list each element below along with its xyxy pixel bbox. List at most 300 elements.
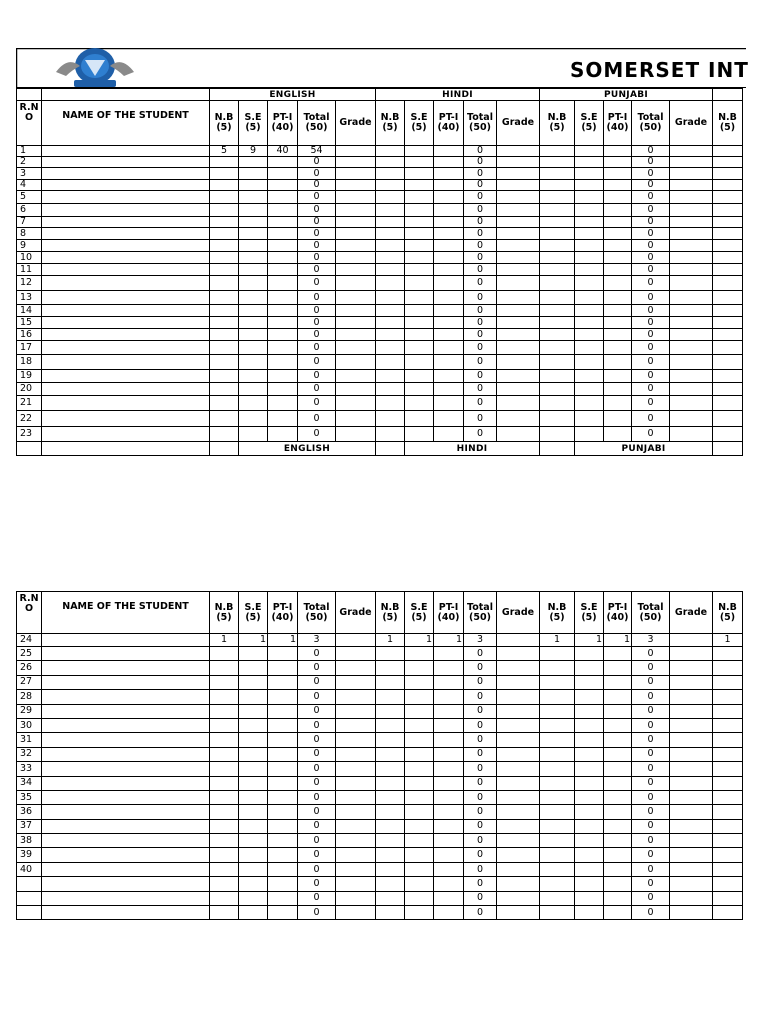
nb-cell[interactable] — [210, 341, 239, 355]
student-name-cell[interactable] — [42, 146, 210, 157]
student-name-cell[interactable] — [42, 217, 210, 228]
se-cell[interactable] — [239, 906, 268, 920]
grade-cell[interactable] — [336, 718, 376, 732]
grade-cell[interactable] — [670, 305, 713, 317]
se-cell[interactable] — [575, 411, 604, 427]
next-nb-cell[interactable] — [713, 329, 743, 341]
nb-cell[interactable] — [210, 370, 239, 383]
se-cell[interactable] — [405, 240, 434, 252]
roll-number-cell[interactable]: 20 — [17, 383, 42, 396]
pt-cell[interactable] — [604, 228, 632, 240]
student-name-cell[interactable] — [42, 661, 210, 675]
se-cell[interactable] — [405, 848, 434, 862]
grade-cell[interactable] — [336, 906, 376, 920]
grade-cell[interactable] — [497, 704, 540, 718]
nb-cell[interactable] — [540, 383, 575, 396]
pt-cell[interactable] — [268, 891, 298, 905]
pt-cell[interactable] — [434, 834, 464, 848]
roll-number-cell[interactable]: 27 — [17, 675, 42, 689]
nb-cell[interactable] — [540, 690, 575, 704]
total-cell[interactable]: 0 — [632, 906, 670, 920]
total-cell[interactable]: 0 — [632, 264, 670, 276]
grade-cell[interactable] — [497, 819, 540, 833]
pt-cell[interactable] — [604, 191, 632, 204]
pt-cell[interactable] — [604, 383, 632, 396]
pt-cell[interactable] — [268, 228, 298, 240]
grade-cell[interactable] — [336, 240, 376, 252]
next-nb-cell[interactable] — [713, 370, 743, 383]
nb-cell[interactable] — [376, 704, 405, 718]
total-cell[interactable]: 0 — [464, 704, 497, 718]
se-cell[interactable]: 1 — [239, 634, 268, 647]
nb-cell[interactable] — [540, 790, 575, 804]
total-cell[interactable]: 0 — [298, 848, 336, 862]
nb-cell[interactable] — [540, 146, 575, 157]
se-cell[interactable] — [405, 661, 434, 675]
pt-cell[interactable] — [268, 240, 298, 252]
total-cell[interactable]: 0 — [464, 204, 497, 217]
pt-cell[interactable] — [604, 718, 632, 732]
pt-cell[interactable] — [604, 805, 632, 819]
total-cell[interactable]: 0 — [632, 228, 670, 240]
nb-cell[interactable] — [210, 906, 239, 920]
se-cell[interactable] — [575, 819, 604, 833]
student-name-cell[interactable] — [42, 762, 210, 776]
pt-cell[interactable] — [604, 355, 632, 370]
total-cell[interactable]: 0 — [298, 877, 336, 891]
student-name-cell[interactable] — [42, 355, 210, 370]
se-cell[interactable] — [575, 877, 604, 891]
total-cell[interactable]: 0 — [632, 146, 670, 157]
pt-cell[interactable] — [268, 647, 298, 661]
total-cell[interactable]: 0 — [464, 891, 497, 905]
grade-cell[interactable] — [497, 690, 540, 704]
pt-cell[interactable] — [434, 819, 464, 833]
total-cell[interactable]: 0 — [298, 411, 336, 427]
next-nb-cell[interactable] — [713, 291, 743, 305]
grade-cell[interactable] — [497, 747, 540, 761]
grade-cell[interactable] — [336, 675, 376, 689]
student-name-cell[interactable] — [42, 790, 210, 804]
pt-cell[interactable] — [604, 180, 632, 191]
roll-number-cell[interactable]: 12 — [17, 276, 42, 291]
pt-cell[interactable] — [604, 862, 632, 876]
pt-cell[interactable] — [604, 661, 632, 675]
se-cell[interactable] — [239, 240, 268, 252]
se-cell[interactable] — [239, 383, 268, 396]
se-cell[interactable] — [239, 370, 268, 383]
total-cell[interactable]: 0 — [464, 383, 497, 396]
grade-cell[interactable] — [336, 819, 376, 833]
nb-cell[interactable] — [376, 370, 405, 383]
nb-cell[interactable] — [540, 906, 575, 920]
nb-cell[interactable] — [376, 396, 405, 411]
total-cell[interactable]: 0 — [464, 317, 497, 329]
grade-cell[interactable] — [670, 427, 713, 442]
pt-cell[interactable] — [604, 329, 632, 341]
nb-cell[interactable] — [210, 805, 239, 819]
nb-cell[interactable] — [540, 157, 575, 168]
pt-cell[interactable] — [434, 762, 464, 776]
grade-cell[interactable] — [670, 776, 713, 790]
pt-cell[interactable] — [434, 217, 464, 228]
nb-cell[interactable] — [376, 733, 405, 747]
pt-cell[interactable] — [604, 411, 632, 427]
total-cell[interactable]: 0 — [632, 329, 670, 341]
pt-cell[interactable] — [434, 776, 464, 790]
total-cell[interactable]: 0 — [464, 217, 497, 228]
se-cell[interactable] — [575, 690, 604, 704]
total-cell[interactable]: 0 — [464, 291, 497, 305]
grade-cell[interactable] — [336, 217, 376, 228]
se-cell[interactable] — [405, 228, 434, 240]
nb-cell[interactable] — [376, 276, 405, 291]
total-cell[interactable]: 0 — [464, 157, 497, 168]
total-cell[interactable]: 0 — [464, 252, 497, 264]
total-cell[interactable]: 0 — [464, 834, 497, 848]
roll-number-cell[interactable]: 14 — [17, 305, 42, 317]
pt-cell[interactable] — [434, 805, 464, 819]
grade-cell[interactable] — [336, 704, 376, 718]
se-cell[interactable] — [405, 168, 434, 180]
total-cell[interactable]: 0 — [298, 733, 336, 747]
total-cell[interactable]: 0 — [298, 157, 336, 168]
se-cell[interactable] — [405, 862, 434, 876]
roll-number-cell[interactable] — [17, 891, 42, 905]
pt-cell[interactable] — [434, 877, 464, 891]
pt-cell[interactable] — [604, 790, 632, 804]
grade-cell[interactable] — [336, 834, 376, 848]
pt-cell[interactable] — [604, 906, 632, 920]
se-cell[interactable] — [239, 891, 268, 905]
nb-cell[interactable] — [376, 228, 405, 240]
se-cell[interactable] — [575, 305, 604, 317]
se-cell[interactable] — [405, 317, 434, 329]
se-cell[interactable] — [239, 776, 268, 790]
se-cell[interactable] — [239, 217, 268, 228]
pt-cell[interactable] — [268, 370, 298, 383]
grade-cell[interactable] — [497, 305, 540, 317]
nb-cell[interactable] — [540, 747, 575, 761]
total-cell[interactable]: 0 — [632, 718, 670, 732]
se-cell[interactable] — [405, 204, 434, 217]
total-cell[interactable]: 0 — [632, 733, 670, 747]
total-cell[interactable]: 0 — [632, 204, 670, 217]
pt-cell[interactable] — [268, 733, 298, 747]
se-cell[interactable] — [405, 146, 434, 157]
pt-cell[interactable] — [604, 264, 632, 276]
pt-cell[interactable] — [268, 762, 298, 776]
pt-cell[interactable] — [434, 191, 464, 204]
grade-cell[interactable] — [670, 228, 713, 240]
pt-cell[interactable] — [434, 240, 464, 252]
nb-cell[interactable] — [210, 718, 239, 732]
roll-number-cell[interactable]: 17 — [17, 341, 42, 355]
roll-number-cell[interactable]: 7 — [17, 217, 42, 228]
grade-cell[interactable] — [336, 383, 376, 396]
se-cell[interactable] — [405, 790, 434, 804]
next-nb-cell[interactable] — [713, 790, 743, 804]
total-cell[interactable]: 0 — [464, 191, 497, 204]
grade-cell[interactable] — [336, 634, 376, 647]
roll-number-cell[interactable]: 39 — [17, 848, 42, 862]
pt-cell[interactable] — [434, 157, 464, 168]
se-cell[interactable] — [239, 690, 268, 704]
pt-cell[interactable] — [268, 217, 298, 228]
nb-cell[interactable] — [376, 240, 405, 252]
se-cell[interactable] — [405, 877, 434, 891]
roll-number-cell[interactable]: 31 — [17, 733, 42, 747]
next-nb-cell[interactable] — [713, 776, 743, 790]
pt-cell[interactable] — [268, 204, 298, 217]
grade-cell[interactable] — [670, 877, 713, 891]
grade-cell[interactable] — [336, 776, 376, 790]
pt-cell[interactable] — [434, 317, 464, 329]
next-nb-cell[interactable] — [713, 675, 743, 689]
se-cell[interactable] — [575, 427, 604, 442]
grade-cell[interactable] — [336, 891, 376, 905]
total-cell[interactable]: 0 — [632, 370, 670, 383]
se-cell[interactable] — [239, 733, 268, 747]
nb-cell[interactable] — [540, 776, 575, 790]
roll-number-cell[interactable]: 28 — [17, 690, 42, 704]
next-nb-cell[interactable] — [713, 747, 743, 761]
se-cell[interactable] — [239, 291, 268, 305]
nb-cell[interactable] — [540, 762, 575, 776]
pt-cell[interactable] — [434, 355, 464, 370]
se-cell[interactable] — [575, 264, 604, 276]
se-cell[interactable] — [405, 329, 434, 341]
se-cell[interactable] — [575, 217, 604, 228]
total-cell[interactable]: 0 — [464, 718, 497, 732]
nb-cell[interactable] — [376, 718, 405, 732]
nb-cell[interactable] — [540, 276, 575, 291]
pt-cell[interactable] — [434, 906, 464, 920]
pt-cell[interactable] — [268, 305, 298, 317]
student-name-cell[interactable] — [42, 396, 210, 411]
se-cell[interactable] — [575, 906, 604, 920]
se-cell[interactable] — [405, 383, 434, 396]
total-cell[interactable]: 0 — [298, 396, 336, 411]
pt-cell[interactable] — [604, 396, 632, 411]
se-cell[interactable] — [239, 264, 268, 276]
nb-cell[interactable] — [210, 848, 239, 862]
grade-cell[interactable] — [336, 396, 376, 411]
next-nb-cell[interactable] — [713, 305, 743, 317]
pt-cell[interactable] — [604, 427, 632, 442]
pt-cell[interactable] — [268, 906, 298, 920]
next-nb-cell[interactable] — [713, 180, 743, 191]
total-cell[interactable]: 0 — [298, 906, 336, 920]
total-cell[interactable]: 0 — [632, 805, 670, 819]
se-cell[interactable] — [239, 204, 268, 217]
next-nb-cell[interactable] — [713, 276, 743, 291]
total-cell[interactable]: 0 — [632, 180, 670, 191]
next-nb-cell[interactable] — [713, 862, 743, 876]
grade-cell[interactable] — [497, 240, 540, 252]
se-cell[interactable] — [405, 427, 434, 442]
nb-cell[interactable] — [540, 370, 575, 383]
roll-number-cell[interactable]: 29 — [17, 704, 42, 718]
se-cell[interactable] — [239, 877, 268, 891]
se-cell[interactable] — [575, 157, 604, 168]
se-cell[interactable] — [239, 747, 268, 761]
grade-cell[interactable] — [670, 168, 713, 180]
total-cell[interactable]: 0 — [298, 317, 336, 329]
grade-cell[interactable] — [670, 634, 713, 647]
se-cell[interactable] — [575, 762, 604, 776]
pt-cell[interactable] — [434, 396, 464, 411]
total-cell[interactable]: 0 — [298, 341, 336, 355]
grade-cell[interactable] — [670, 733, 713, 747]
pt-cell[interactable] — [434, 252, 464, 264]
grade-cell[interactable] — [497, 718, 540, 732]
grade-cell[interactable] — [670, 355, 713, 370]
pt-cell[interactable] — [268, 805, 298, 819]
grade-cell[interactable] — [497, 291, 540, 305]
next-nb-cell[interactable] — [713, 317, 743, 329]
se-cell[interactable] — [239, 661, 268, 675]
se-cell[interactable] — [239, 848, 268, 862]
total-cell[interactable]: 0 — [464, 427, 497, 442]
total-cell[interactable]: 0 — [464, 228, 497, 240]
student-name-cell[interactable] — [42, 341, 210, 355]
nb-cell[interactable] — [376, 690, 405, 704]
roll-number-cell[interactable]: 3 — [17, 168, 42, 180]
student-name-cell[interactable] — [42, 862, 210, 876]
grade-cell[interactable] — [336, 204, 376, 217]
nb-cell[interactable] — [540, 252, 575, 264]
roll-number-cell[interactable]: 36 — [17, 805, 42, 819]
pt-cell[interactable] — [268, 180, 298, 191]
total-cell[interactable]: 0 — [298, 228, 336, 240]
roll-number-cell[interactable]: 1 — [17, 146, 42, 157]
grade-cell[interactable] — [670, 690, 713, 704]
total-cell[interactable]: 0 — [298, 217, 336, 228]
grade-cell[interactable] — [497, 776, 540, 790]
grade-cell[interactable] — [670, 704, 713, 718]
total-cell[interactable]: 0 — [632, 191, 670, 204]
pt-cell[interactable] — [268, 168, 298, 180]
se-cell[interactable] — [239, 704, 268, 718]
pt-cell[interactable] — [604, 776, 632, 790]
roll-number-cell[interactable]: 26 — [17, 661, 42, 675]
grade-cell[interactable] — [670, 329, 713, 341]
total-cell[interactable]: 0 — [464, 276, 497, 291]
nb-cell[interactable] — [376, 675, 405, 689]
total-cell[interactable]: 0 — [298, 661, 336, 675]
roll-number-cell[interactable]: 34 — [17, 776, 42, 790]
total-cell[interactable]: 0 — [632, 848, 670, 862]
nb-cell[interactable] — [210, 891, 239, 905]
nb-cell[interactable] — [210, 317, 239, 329]
total-cell[interactable]: 0 — [632, 690, 670, 704]
se-cell[interactable] — [405, 718, 434, 732]
pt-cell[interactable] — [434, 733, 464, 747]
grade-cell[interactable] — [497, 180, 540, 191]
nb-cell[interactable] — [376, 180, 405, 191]
student-name-cell[interactable] — [42, 276, 210, 291]
grade-cell[interactable] — [497, 661, 540, 675]
nb-cell[interactable] — [210, 329, 239, 341]
total-cell[interactable]: 0 — [464, 877, 497, 891]
se-cell[interactable] — [239, 790, 268, 804]
grade-cell[interactable] — [670, 834, 713, 848]
grade-cell[interactable] — [497, 252, 540, 264]
nb-cell[interactable] — [376, 776, 405, 790]
total-cell[interactable]: 0 — [298, 240, 336, 252]
se-cell[interactable] — [405, 264, 434, 276]
pt-cell[interactable] — [268, 329, 298, 341]
roll-number-cell[interactable]: 6 — [17, 204, 42, 217]
se-cell[interactable] — [575, 276, 604, 291]
grade-cell[interactable] — [497, 834, 540, 848]
roll-number-cell[interactable]: 33 — [17, 762, 42, 776]
total-cell[interactable]: 0 — [298, 790, 336, 804]
roll-number-cell[interactable]: 2 — [17, 157, 42, 168]
se-cell[interactable] — [575, 661, 604, 675]
nb-cell[interactable] — [376, 747, 405, 761]
se-cell[interactable] — [405, 252, 434, 264]
student-name-cell[interactable] — [42, 891, 210, 905]
se-cell[interactable] — [405, 733, 434, 747]
grade-cell[interactable] — [497, 146, 540, 157]
se-cell[interactable]: 1 — [405, 634, 434, 647]
pt-cell[interactable] — [604, 733, 632, 747]
total-cell[interactable]: 0 — [632, 383, 670, 396]
total-cell[interactable]: 3 — [464, 634, 497, 647]
pt-cell[interactable] — [604, 690, 632, 704]
nb-cell[interactable] — [540, 329, 575, 341]
pt-cell[interactable] — [434, 704, 464, 718]
se-cell[interactable] — [575, 675, 604, 689]
nb-cell[interactable] — [376, 834, 405, 848]
student-name-cell[interactable] — [42, 305, 210, 317]
se-cell[interactable] — [239, 341, 268, 355]
nb-cell[interactable] — [210, 396, 239, 411]
grade-cell[interactable] — [497, 634, 540, 647]
total-cell[interactable]: 0 — [464, 305, 497, 317]
roll-number-cell[interactable]: 24 — [17, 634, 42, 647]
se-cell[interactable] — [405, 805, 434, 819]
se-cell[interactable] — [575, 329, 604, 341]
nb-cell[interactable] — [210, 776, 239, 790]
se-cell[interactable] — [405, 341, 434, 355]
pt-cell[interactable] — [434, 180, 464, 191]
roll-number-cell[interactable]: 15 — [17, 317, 42, 329]
pt-cell[interactable] — [604, 157, 632, 168]
grade-cell[interactable] — [497, 762, 540, 776]
se-cell[interactable] — [575, 805, 604, 819]
total-cell[interactable]: 0 — [298, 370, 336, 383]
nb-cell[interactable] — [376, 891, 405, 905]
se-cell[interactable] — [575, 747, 604, 761]
grade-cell[interactable] — [670, 264, 713, 276]
grade-cell[interactable] — [670, 805, 713, 819]
next-nb-cell[interactable] — [713, 906, 743, 920]
grade-cell[interactable] — [670, 370, 713, 383]
pt-cell[interactable] — [604, 704, 632, 718]
pt-cell[interactable] — [434, 291, 464, 305]
nb-cell[interactable] — [376, 291, 405, 305]
pt-cell[interactable] — [604, 891, 632, 905]
roll-number-cell[interactable]: 23 — [17, 427, 42, 442]
total-cell[interactable]: 0 — [298, 191, 336, 204]
pt-cell[interactable] — [434, 168, 464, 180]
se-cell[interactable] — [239, 819, 268, 833]
grade-cell[interactable] — [670, 718, 713, 732]
total-cell[interactable]: 0 — [464, 906, 497, 920]
